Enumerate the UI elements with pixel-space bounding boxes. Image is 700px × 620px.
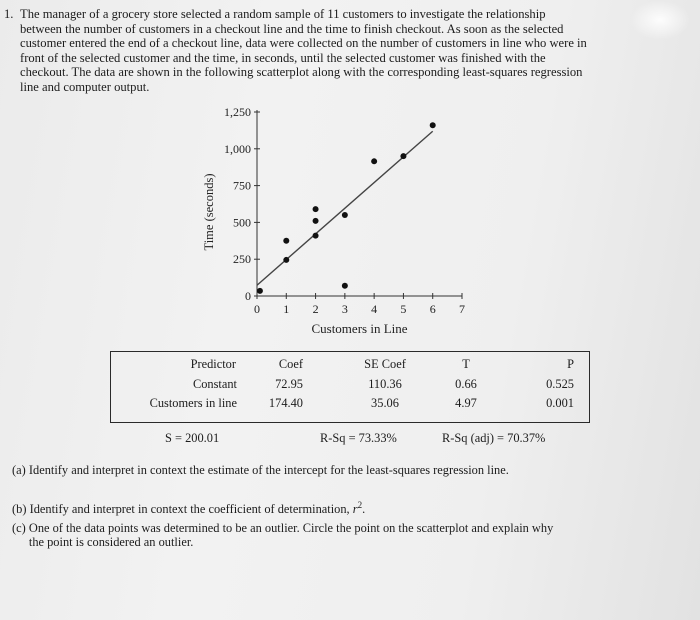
row-constant-se: 110.36 bbox=[368, 377, 402, 391]
x-tick-label: 3 bbox=[341, 302, 348, 316]
x-tick-label: 2 bbox=[312, 302, 319, 316]
stat-rsq-adj: R-Sq (adj) = 70.37% bbox=[442, 431, 546, 445]
row-customers-se: 35.06 bbox=[371, 396, 399, 410]
header-coef: Coef bbox=[278, 357, 303, 371]
data-point bbox=[313, 218, 319, 224]
question-b-text: Identify and interpret in context the coefficient of determination, bbox=[29, 502, 353, 517]
data-point bbox=[400, 153, 406, 159]
y-tick-label: 500 bbox=[233, 215, 251, 230]
y-tick-label: 1,000 bbox=[224, 141, 251, 156]
question-a-label: (a) bbox=[12, 463, 26, 477]
header-p: P bbox=[567, 357, 574, 371]
question-b-sup: 2 bbox=[357, 500, 363, 510]
problem-line: front of the selected customer and the time, in seconds, until the selected customer was finished with the bbox=[20, 50, 546, 65]
header-predictor: Predictor bbox=[190, 357, 236, 371]
x-tick-label: 4 bbox=[371, 302, 378, 316]
row-customers-predictor: Customers in line bbox=[149, 396, 237, 410]
regression-output-table bbox=[110, 351, 590, 423]
data-point bbox=[430, 122, 436, 128]
data-point bbox=[313, 233, 319, 239]
data-point bbox=[257, 288, 263, 294]
data-point bbox=[342, 212, 348, 218]
question-a-text: Identify and interpret in context the estimate of the intercept for the least-squares regression line. bbox=[28, 463, 509, 477]
problem-line: checkout. The data are shown in the following scatterplot along with the corresponding least-squares regression bbox=[20, 65, 583, 80]
row-constant-coef: 72.95 bbox=[275, 377, 303, 391]
row-customers-p: 0.001 bbox=[546, 396, 574, 410]
data-point bbox=[283, 257, 289, 263]
stat-rsq: R-Sq = 73.33% bbox=[320, 431, 397, 445]
data-point bbox=[313, 206, 319, 212]
x-tick-label: 7 bbox=[459, 302, 465, 316]
question-b bbox=[12, 498, 365, 517]
data-point bbox=[342, 283, 348, 289]
y-tick-label: 250 bbox=[233, 252, 251, 267]
question-b-r: r bbox=[352, 502, 358, 517]
row-customers-coef: 174.40 bbox=[268, 396, 303, 410]
question-c-line: One of the data points was determined to be an outlier. Circle the point on the scatterplot and explain why bbox=[28, 521, 554, 535]
row-constant-t: 0.66 bbox=[455, 377, 477, 391]
y-tick-label: 1,250 bbox=[224, 105, 251, 119]
x-axis-label: Customers in Line bbox=[311, 321, 408, 336]
x-tick-label: 1 bbox=[283, 302, 290, 316]
problem-line: customer entered the end of a checkout line, data were collected on the number of customers in line who were in bbox=[20, 36, 587, 51]
question-a bbox=[12, 463, 509, 477]
question-b-end: . bbox=[362, 502, 366, 517]
x-tick-label: 0 bbox=[254, 302, 260, 316]
question-b-label: (b) bbox=[12, 502, 27, 517]
data-point bbox=[371, 158, 377, 164]
stat-s: S = 200.01 bbox=[165, 431, 220, 445]
data-point bbox=[283, 238, 289, 244]
question-c bbox=[12, 521, 553, 550]
problem-line: line and computer output. bbox=[20, 79, 150, 94]
y-axis-label: Time (seconds) bbox=[202, 173, 216, 251]
regression-line bbox=[257, 131, 433, 285]
x-tick-label: 5 bbox=[400, 302, 407, 316]
problem-number: 1. bbox=[4, 7, 14, 21]
y-tick-label: 750 bbox=[233, 178, 251, 193]
question-c-line: the point is considered an outlier. bbox=[28, 535, 194, 550]
problem-line: between the number of customers in a checkout line and the time to finish checkout. As soon as the selected bbox=[20, 21, 564, 36]
header-t: T bbox=[462, 357, 470, 371]
y-tick-label: 0 bbox=[245, 289, 251, 303]
problem-line: The manager of a grocery store selected a random sample of 11 customers to investigate the relationship bbox=[20, 7, 546, 21]
row-constant-p: 0.525 bbox=[546, 377, 574, 391]
question-c-label: (c) bbox=[12, 521, 26, 535]
row-constant-predictor: Constant bbox=[192, 377, 237, 391]
row-customers-t: 4.97 bbox=[455, 396, 477, 410]
x-tick-label: 6 bbox=[429, 302, 436, 316]
header-se-coef: SE Coef bbox=[364, 357, 406, 371]
